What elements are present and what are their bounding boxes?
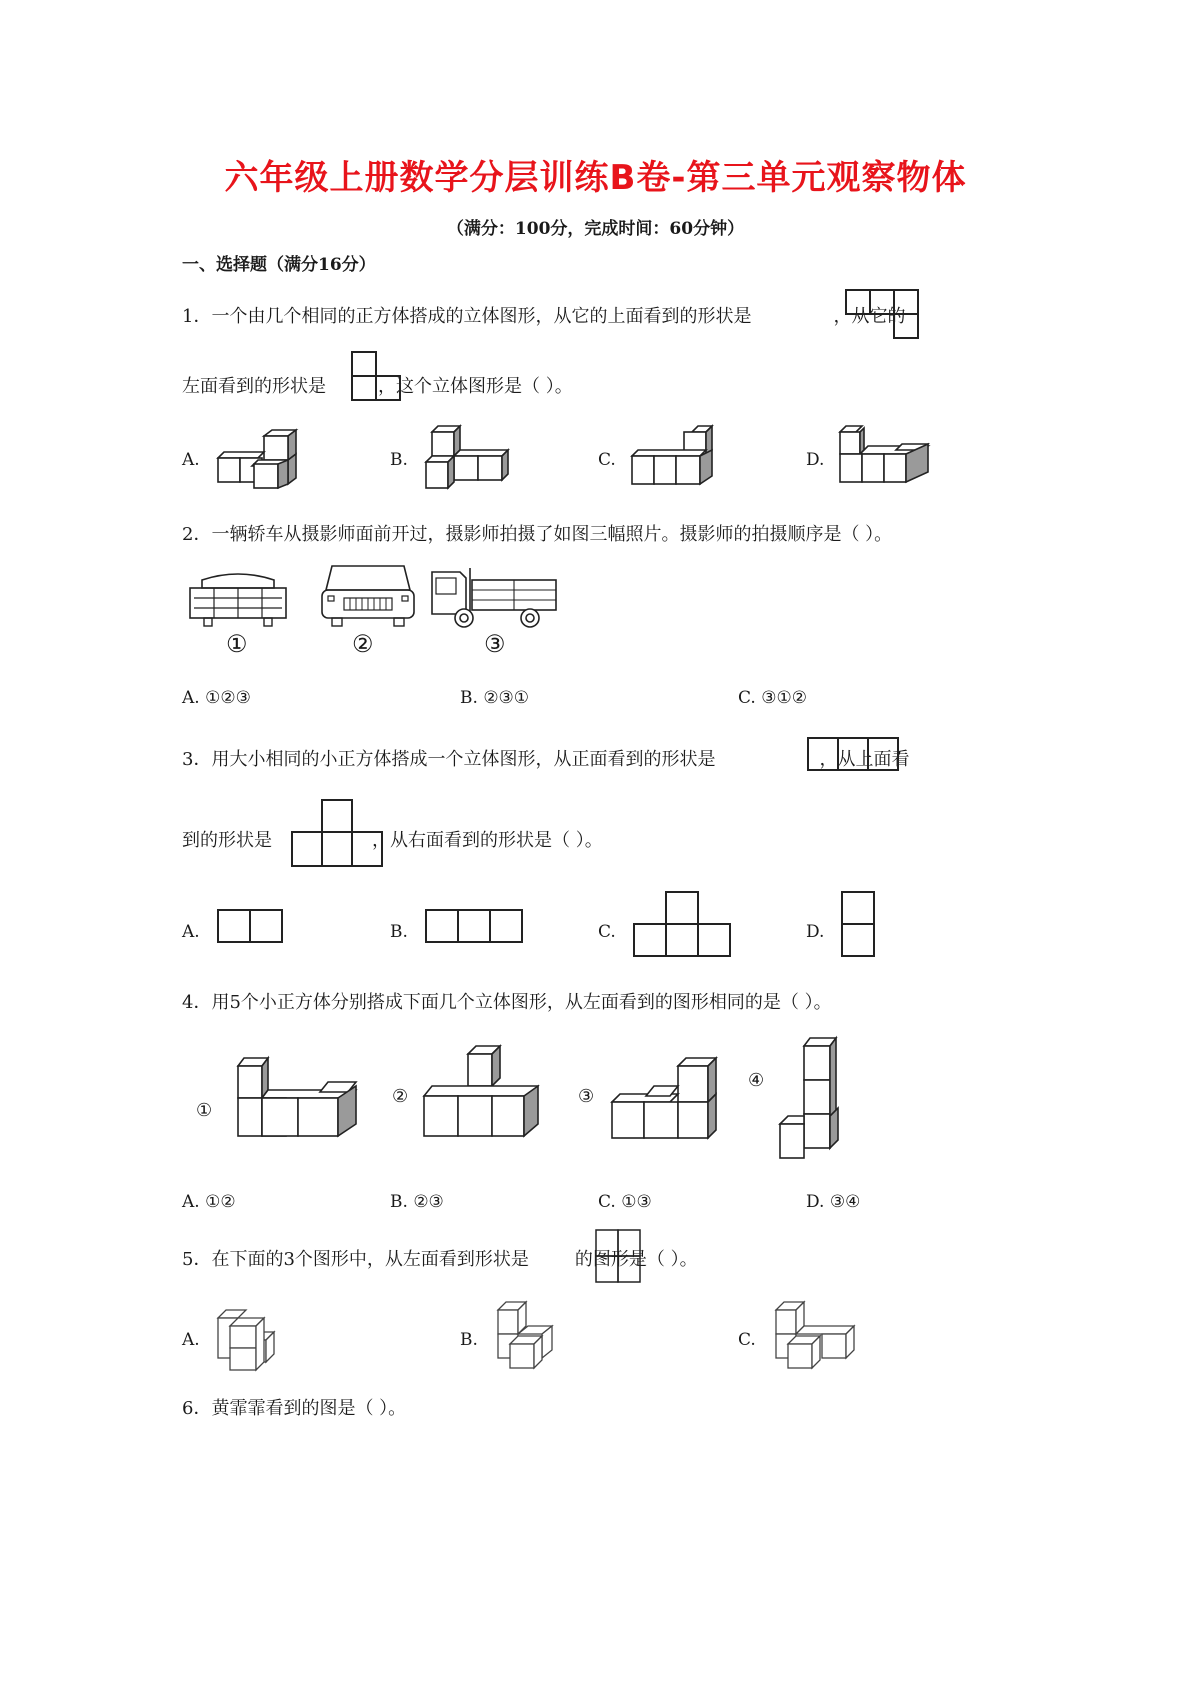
question-2-text xyxy=(182,520,892,546)
question-3-line-1 xyxy=(182,745,909,771)
q2-option-c[interactable]: C. ③①② xyxy=(738,688,807,708)
q2-option-b[interactable]: B. ②③① xyxy=(460,688,530,708)
q4-figure-4[interactable] xyxy=(780,1036,860,1176)
q1-option-c-label[interactable]: C. xyxy=(598,450,616,470)
picture-label-3: ③ xyxy=(578,1086,595,1107)
q5-option-c-figure[interactable] xyxy=(774,1300,864,1380)
picture-label-3: ③ xyxy=(484,630,506,658)
question-text: ，从它的 xyxy=(833,306,906,327)
question-text: 用5个小正方体分别搭成下面几个立体图形，从左面看到的图形相同的是（ ）。 xyxy=(211,992,832,1013)
q1-option-d-figure[interactable] xyxy=(840,426,930,491)
q3-option-a-figure[interactable] xyxy=(218,910,288,946)
q1-option-c-figure[interactable] xyxy=(632,426,722,491)
q3-option-a-label[interactable]: A. xyxy=(182,922,200,942)
question-number: 6． xyxy=(182,1398,212,1419)
picture-label-2: ② xyxy=(392,1086,409,1107)
question-number: 3． xyxy=(182,749,212,770)
q1-option-d-label[interactable]: D. xyxy=(806,450,825,470)
q4-figure-1[interactable] xyxy=(236,1056,376,1166)
q4-figure-2[interactable] xyxy=(424,1042,544,1162)
question-4-text xyxy=(182,988,832,1014)
q3-option-d-figure[interactable] xyxy=(842,892,882,962)
question-text: 用大小相同的小正方体搭成一个立体图形，从正面看到的形状是 xyxy=(211,749,716,770)
question-text: ，这个立体图形是（ ）。 xyxy=(378,376,573,397)
q1-option-b-label[interactable]: B. xyxy=(390,450,408,470)
question-text: 左面看到的形状是 xyxy=(182,376,326,397)
q4-option-c[interactable]: C. ①③ xyxy=(598,1192,652,1212)
q4-option-a[interactable]: A. ①② xyxy=(182,1192,236,1212)
question-number: 1． xyxy=(182,306,212,327)
q5-option-b-figure[interactable] xyxy=(496,1300,566,1380)
question-text: 在下面的3个图形中，从左面看到形状是 xyxy=(211,1249,529,1270)
q5-option-a-figure[interactable] xyxy=(216,1308,286,1378)
question-1-line-1 xyxy=(182,302,905,328)
document-subtitle: （满分：100分，完成时间：60分钟） xyxy=(446,219,745,239)
truck-front-view-picture[interactable] xyxy=(318,564,418,628)
q5-option-a-label[interactable]: A. xyxy=(182,1330,200,1350)
q1-option-a-figure[interactable] xyxy=(218,428,298,488)
picture-label-4: ④ xyxy=(748,1070,765,1091)
q3-front-view-figure xyxy=(808,738,908,774)
picture-label-1: ① xyxy=(196,1100,213,1121)
q1-option-b-figure[interactable] xyxy=(426,426,516,491)
question-number: 2． xyxy=(182,524,212,545)
q3-option-b-figure[interactable] xyxy=(426,910,526,946)
truck-side-view-picture[interactable] xyxy=(430,564,560,628)
q3-option-c-label[interactable]: C. xyxy=(598,922,616,942)
q3-option-d-label[interactable]: D. xyxy=(806,922,825,942)
q1-option-a-label[interactable]: A. xyxy=(182,450,200,470)
question-text: 一辆轿车从摄影师面前开过，摄影师拍摄了如图三幅照片。摄影师的拍摄顺序是（ ）。 xyxy=(211,524,893,545)
question-6-text xyxy=(182,1394,406,1420)
q3-option-b-label[interactable]: B. xyxy=(390,922,408,942)
question-text: ，从右面看到的形状是（ ）。 xyxy=(372,830,603,851)
question-number: 4． xyxy=(182,992,212,1013)
q3-top-view-figure xyxy=(292,800,392,870)
q1-top-view-figure xyxy=(846,290,926,346)
question-text: ，从上面看 xyxy=(819,749,910,770)
q4-option-d[interactable]: D. ③④ xyxy=(806,1192,861,1212)
picture-label-2: ② xyxy=(352,630,374,658)
q5-option-b-label[interactable]: B. xyxy=(460,1330,478,1350)
truck-rear-view-picture[interactable] xyxy=(188,566,288,628)
picture-label-1: ① xyxy=(226,630,248,658)
section-heading: 一、选择题（满分16分） xyxy=(182,255,376,275)
q5-option-c-label[interactable]: C. xyxy=(738,1330,756,1350)
question-text: 到的形状是 xyxy=(182,830,272,851)
question-text: 的图形是（ ）。 xyxy=(574,1249,698,1270)
q5-left-view-figure xyxy=(596,1230,646,1286)
q3-option-c-figure[interactable] xyxy=(634,892,734,964)
question-text: 一个由几个相同的正方体搭成的立体图形，从它的上面看到的形状是 xyxy=(211,306,752,327)
q4-option-b[interactable]: B. ②③ xyxy=(390,1192,444,1212)
q4-figure-3[interactable] xyxy=(612,1056,732,1166)
question-text: 黄霏霏看到的图是（ ）。 xyxy=(211,1398,407,1419)
document-title: 六年级上册数学分层训练B卷-第三单元观察物体 xyxy=(224,158,967,198)
question-number: 5． xyxy=(182,1249,212,1270)
q1-left-view-figure xyxy=(352,352,402,402)
question-3-line-2 xyxy=(182,826,603,852)
q2-option-a[interactable]: A. ①②③ xyxy=(182,688,251,708)
